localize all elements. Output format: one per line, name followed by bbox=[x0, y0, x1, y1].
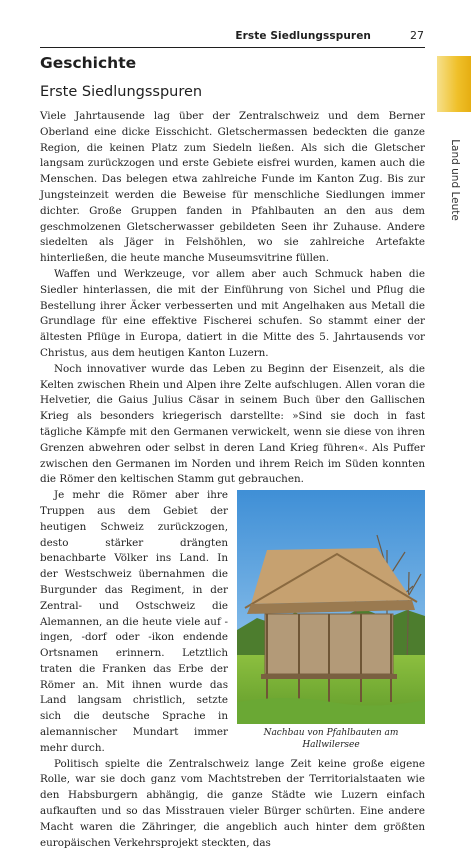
subsection-title: Erste Siedlungsspuren bbox=[40, 84, 203, 100]
body-text bbox=[40, 109, 425, 851]
header-rule bbox=[40, 47, 425, 48]
paragraph-4 bbox=[40, 488, 425, 757]
figure bbox=[237, 490, 425, 751]
figure-caption: Nachbau von Pfahlbauten am Hallwilersee bbox=[263, 728, 399, 751]
chapter-side-label: Land und Leute bbox=[449, 139, 461, 221]
paragraph-2: Waffen und Werkzeuge, vor allem aber auch Schmuck haben die Siedler hinterlassen, die mit der Einführung von Sichel und Pflug die Bestellung ihrer Äcker verbesserten und mit Angelhaken aus Metall die Grundlage für eine effektive Fischerei schufen. So stammt einer der ältesten Pflüge in Europa, datiert in die Mitte des 5. Jahrtausends vor Christus, aus dem heutigen Kanton Luzern. bbox=[40, 267, 425, 359]
stilt-house-photo bbox=[237, 490, 425, 724]
section-title: Geschichte bbox=[40, 54, 137, 72]
chapter-tab-marker bbox=[437, 56, 471, 112]
paragraph-1: Viele Jahrtausende lag über der Zentralschweiz und dem Berner Oberland eine dicke Eisschicht. Gletschermassen bedeckten die ganze Region, die keinen Platz zum Siedeln ließen. Als sich die Gletscher langsam zurückzogen und erste Gebiete eisfrei wurden, kamen auch die Menschen. Das belegen etwa zahlreiche Funde im Kanton Zug. Bis zur Jungsteinzeit werden die Beweise für menschliche Siedlungen immer dichter. Große Gruppen fanden in Pfahlbauten an den aus dem geschmolzenen Gletscherwasser gebildeten Seen ihr Zuhause. Andere siedelten als Jäger in Felshöhlen, wo sie zahlreiche Artefakte hinterließen, die heute manche Museumsvitrine füllen. bbox=[40, 110, 425, 265]
page-number: 27 bbox=[410, 29, 424, 42]
paragraph-4-text: Je mehr die Römer aber ihre Truppen aus dem Gebiet der heutigen Schweiz zurückzogen, desto stärker drängten benachbarte Völker ins Land. In der Westschweiz übernahmen die Burgunder das Regiment, in der Zentral- und Ostschweiz die Alemannen, an die heute viele auf -ingen, -dorf oder -ikon endende Ortsnamen erinnern. Letztlich traten die Franken das Erbe der Römer an. Mit ihnen wurde das Land langsam christlich, setzte sich die deutsche Sprache in alemannischer Mundart immer mehr durch. bbox=[40, 489, 228, 754]
paragraph-3: Noch innovativer wurde das Leben zu Beginn der Eisenzeit, als die Kelten zwischen Rhein und Alpen ihre Zelte aufschlugen. Allen voran die Helvetier, die Gaius Julius Cäsar in seinem Buch über den Gallischen Krieg als besonders kriegerisch darstellte: »Sind sie doch in fast tägliche Kämpfe mit den Germanen verwickelt, wenn sie diese von ihren Grenzen abwehren oder selbst in deren Land Krieg führen«. Als Puffer zwischen den Germanen im Norden und ihrem Reich im Süden konnten die Römer den keltischen Stamm gut gebrauchen. bbox=[40, 362, 425, 486]
running-head: Erste Siedlungsspuren bbox=[235, 30, 371, 42]
paragraph-5: Politisch spielte die Zentralschweiz lange Zeit keine große eigene Rolle, war sie doch ganz vom Machtstreben der Territorialstaaten wie den Habsburgern abhängig, die ganze Städte wie Luzern einfach aufkauften und so das Misstrauen vieler Bürger schürten. Eine andere Macht waren die Zähringer, die angeblich auch hinter dem größten europäischen Verkehrsprojekt steckten, das bbox=[40, 757, 425, 849]
